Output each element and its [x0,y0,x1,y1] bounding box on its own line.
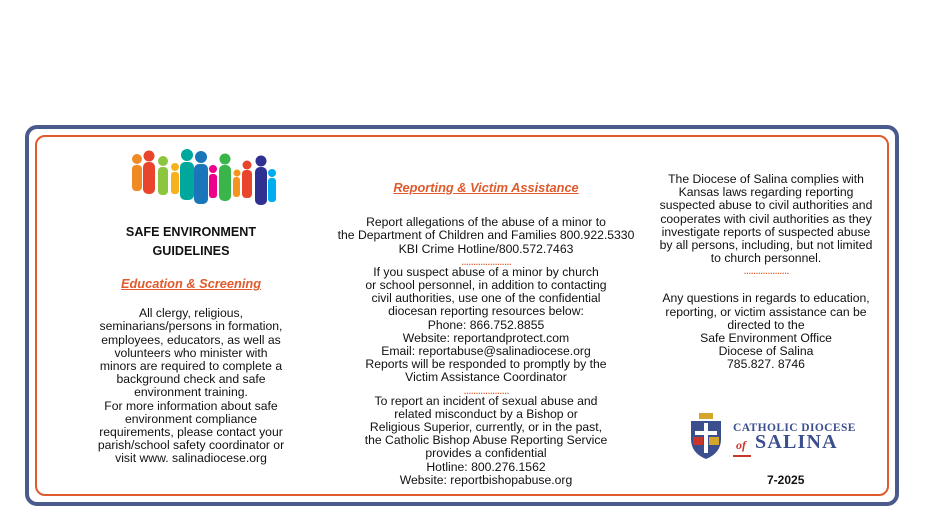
reporting-victim-heading: Reporting & Victim Assistance [393,180,579,195]
logo-salina: SALINA [755,431,838,453]
logo-of: of [736,438,746,452]
bishop-reporting-text: To report an incident of sexual abuse and related misconduct by a Bishop or Religious Superior, currently, or in the past, the Catholic Bishop Abuse Reporting Service provides a confidential Hotline: 800.276.1562 Website: reportbishopabuse.org [364,393,608,487]
suspect-abuse-text: If you suspect abuse of a minor by church or school personnel, in addition to contacting civil authorities, use one of the confidential diocesan reporting resources below: Phone: 866.752.8855 Website: reportandprotect.com Email: reportabuse@salinadiocese.org Reports will be responded to promptly by the Victim Assistance Coordinator [365,264,607,385]
middle-column [319,181,653,487]
left-column [75,147,307,466]
education-body-text: All clergy, religious, seminarians/persons in formation, employees, educators, as well as volunteers who minister with minors are required to complete a background check and safe environment training. For more information about safe environment compliance requirements, please contact your parish/school safety coordinator or visit www. salinadiocese.org [97,306,285,466]
diocese-logo [687,413,877,461]
compliance-text: The Diocese of Salina complies with Kansas laws regarding reporting suspected abuse to civil authorities and cooperates with civil authorities as they investigate reports of suspected abuse by all persons, including, but not limited to church personnel. [659,172,873,266]
outer-frame [25,125,899,506]
divider-dots-2: ................... [463,382,509,397]
divider-dots-3: ................... [743,263,789,278]
education-screening-heading: Education & Screening [120,276,262,291]
family-silhouettes-graphic [129,147,277,209]
contact-office-text: Any questions in regards to education, reporting, or victim assistance can be directed to the Safe Environment Office Diocese of Salina 785.827. 8746 [662,291,870,372]
safe-environment-heading: SAFE ENVIRONMENT GUIDELINES [125,225,257,258]
report-allegations-text: Report allegations of the abuse of a minor to the Department of Children and Families 800.922.5330 KBI Crime Hotline/800.572.7463 [337,215,635,256]
date-code: 7-2025 [767,473,805,487]
logo-catholic-diocese: CATHOLIC DIOCESE [733,422,856,434]
inner-frame [35,135,889,496]
logo-of-underline [733,455,751,457]
divider-dots-1: ..................... [460,253,512,268]
right-column [649,172,883,487]
diocese-shield-icon [687,413,725,459]
